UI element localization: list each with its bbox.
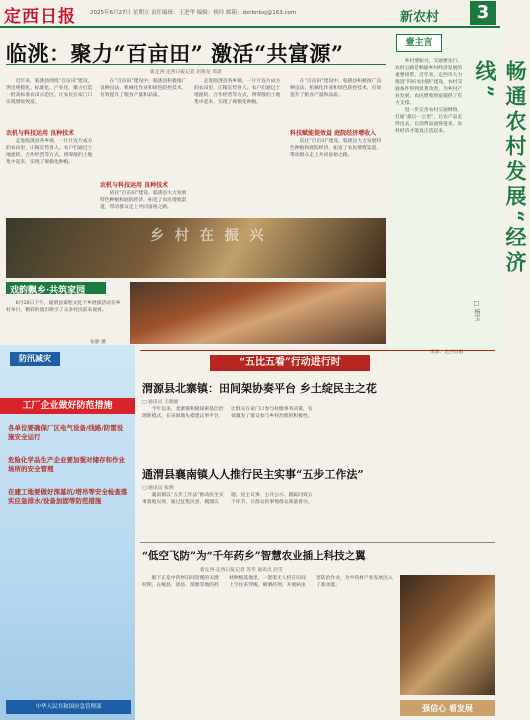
flood-org: 中华人民共和国应急管理部 (6, 700, 131, 714)
lead-column-2 (100, 78, 188, 168)
flood-tag: 防汛减灾 (10, 352, 60, 366)
section-name: 新农村 (400, 10, 440, 25)
column-badge: 壹主言 (396, 34, 442, 52)
lead-column-4b (290, 138, 382, 218)
lead-subhead-1: 农机与科技运用 良种技术 (6, 130, 75, 137)
column-credit: 来源：定西日报 (430, 350, 464, 355)
feature-body-1 (142, 406, 492, 462)
feature-body-3-text: 眼下正是中药材田间管理的关键时期，在岷县、漳县、渭源等地的药材种植基地里，一架架无人机在田间上空往来穿梭，喷洒药剂，开展病虫害防治作业，为中药材产业发展注入了新动能。 (142, 576, 393, 588)
lead-body-2: 在“百亩田”建设中，临洮县积极推广良种良法、机械化作业和绿色防控技术，有效提升了粮食产量和品质。 (100, 79, 187, 98)
lead-intro: 近年来，临洮县围绕“百亩田”建设，突出规模化、标准化、产业化，聚力打造一批高标准农田示范区，让农民在家门口实现增收致富。 (6, 79, 93, 105)
feature-head-2: 通渭县襄南镇人人推行民主实事“五步工作法” (142, 468, 364, 481)
opera-caption-text (6, 300, 124, 342)
feature-byline-3: 新定西·定西日报记者 苏华 通讯员 赵雪 (200, 568, 283, 573)
divider (6, 64, 386, 65)
feature-footer: 强信心 看发展 (400, 700, 495, 716)
feature-body-2-text: 襄南镇以“五步工作法”推动民生实事落地见效，通过征集民意、梳理议题、民主议事、公开公示、跟踪问效五个环节，让群众的事情群众商量着办。 (142, 493, 313, 505)
feature-body-1-text: 今年以来，北寨镇积极探索基层治理新模式，在田间地头搭建议事平台，让群众在家门口参与村级事务决策，有效激发了群众参与乡村治理的积极性。 (142, 407, 313, 419)
lead-column-4 (290, 78, 382, 126)
lead-body-3: 依托“百亩田”建设，临洮县大力发展特色种植和庭院经济，拓宽了农民增收渠道，带动群众走上共同富裕之路。 (100, 191, 187, 210)
feature-rule (140, 350, 495, 351)
column-title: 畅通农村发展“经济线” (473, 60, 528, 277)
page-number: 3 (470, 1, 496, 25)
feature-body-3 (142, 575, 397, 715)
feature-banner: “五比五看”行动进行时 (210, 355, 370, 371)
lead-byline: 新定西·定西日报记者 赵海龙 邓晨 (150, 70, 222, 75)
opera-credit: 张静 摄 (90, 340, 106, 345)
column-author: □ 杨宝 (473, 300, 480, 321)
feature-byline-1: □ 通讯员 王晓丽 (142, 400, 179, 405)
drone-photo (400, 575, 495, 695)
lead-body-5: 依托“百亩田”建设，临洮县大力发展特色种植和庭院经济，拓宽了农民增收渠道，带动群众走上共同富裕之路。 (290, 139, 382, 158)
lead-column-2b (100, 190, 188, 220)
opera-photo (130, 282, 386, 344)
flood-item: 在建工地要做好深基坑/塔吊等安全检查落实应急排水/设备加固等防范措施 (8, 488, 128, 505)
opera-caption: 戏韵飘乡·共筑家园 (10, 286, 86, 296)
feature-body-2 (142, 492, 492, 536)
column-body-text: 乡村要振兴，交通要先行。农村公路是畅通乡村经济发展的重要纽带。近年来，定西市大力推进“四好农村路”建设，农村交通条件得到显著改善，为乡村产业发展、农民增收致富提供了有力支撑。 (395, 59, 463, 106)
lead-body-dup: 走进临洮县各乡镇，一片片连片成方的农田里，庄稼长势喜人。农户们通过土地流转、合作经营等方式，将零散的土地集中起来，实现了规模化种植。 (194, 79, 281, 105)
flood-item: 危险化学品生产企业要加强对储存和作业场所的安全管理 (8, 456, 125, 473)
feature-byline-2: □ 通讯员 张明 (142, 486, 174, 491)
flood-item: 各单位要确保厂区电气设备/线路/防雷设施安全运行 (8, 424, 124, 441)
lead-body-4: 在“百亩田”建设中，临洮县积极推广良种良法、机械化作业和绿色防控技术，有效提升了粮食产量和品质。 (290, 79, 382, 98)
photo-overlay-text: 乡 村 在 振 兴 (150, 228, 267, 244)
lead-body: 走进临洮县各乡镇，一片片连片成方的农田里，庄稼长势喜人。农户们通过土地流转、合作经营等方式，将零散的土地集中起来，实现了规模化种植。 (6, 139, 93, 165)
feature-head-1: 渭源县北寨镇：田间架协奏平台 乡土绽民主之花 (142, 382, 377, 395)
column-body (395, 58, 465, 358)
flood-title: 工厂企业做好防范措施 (0, 398, 135, 414)
opera-desc: 6月26日下午，通渭县秦腔文化下乡展演活动在乡村举行，精彩的演出吸引了众多村民前来观看。 (6, 301, 121, 313)
newspaper-logo: 定西日报 (4, 7, 76, 27)
column-body-text-2: 进一步完善农村交通网络，打通“最后一公里”，让农产品走得出去，让消费品流得进来，农村经济才能真正活起来。 (395, 108, 463, 134)
feature-divider (140, 542, 495, 543)
issue-meta: 2025年6月27日 星期五 责任编辑：王进华 编辑：杨玲 邮箱：dxrbnbxj@163.com (90, 10, 297, 16)
lead-subhead-3: 科技赋能提效益 庭院经济增收入 (290, 130, 377, 137)
lead-column-3 (194, 78, 282, 218)
feature-head-3: “低空飞防”为“千年药乡”智慧农业插上科技之翼 (142, 550, 366, 562)
flood-list (8, 424, 128, 506)
lead-headline: 临洮：聚力“百亩田” 激活“共富源” (6, 41, 344, 66)
lead-subhead-2: 农机与科技运用 良种技术 (100, 182, 169, 189)
